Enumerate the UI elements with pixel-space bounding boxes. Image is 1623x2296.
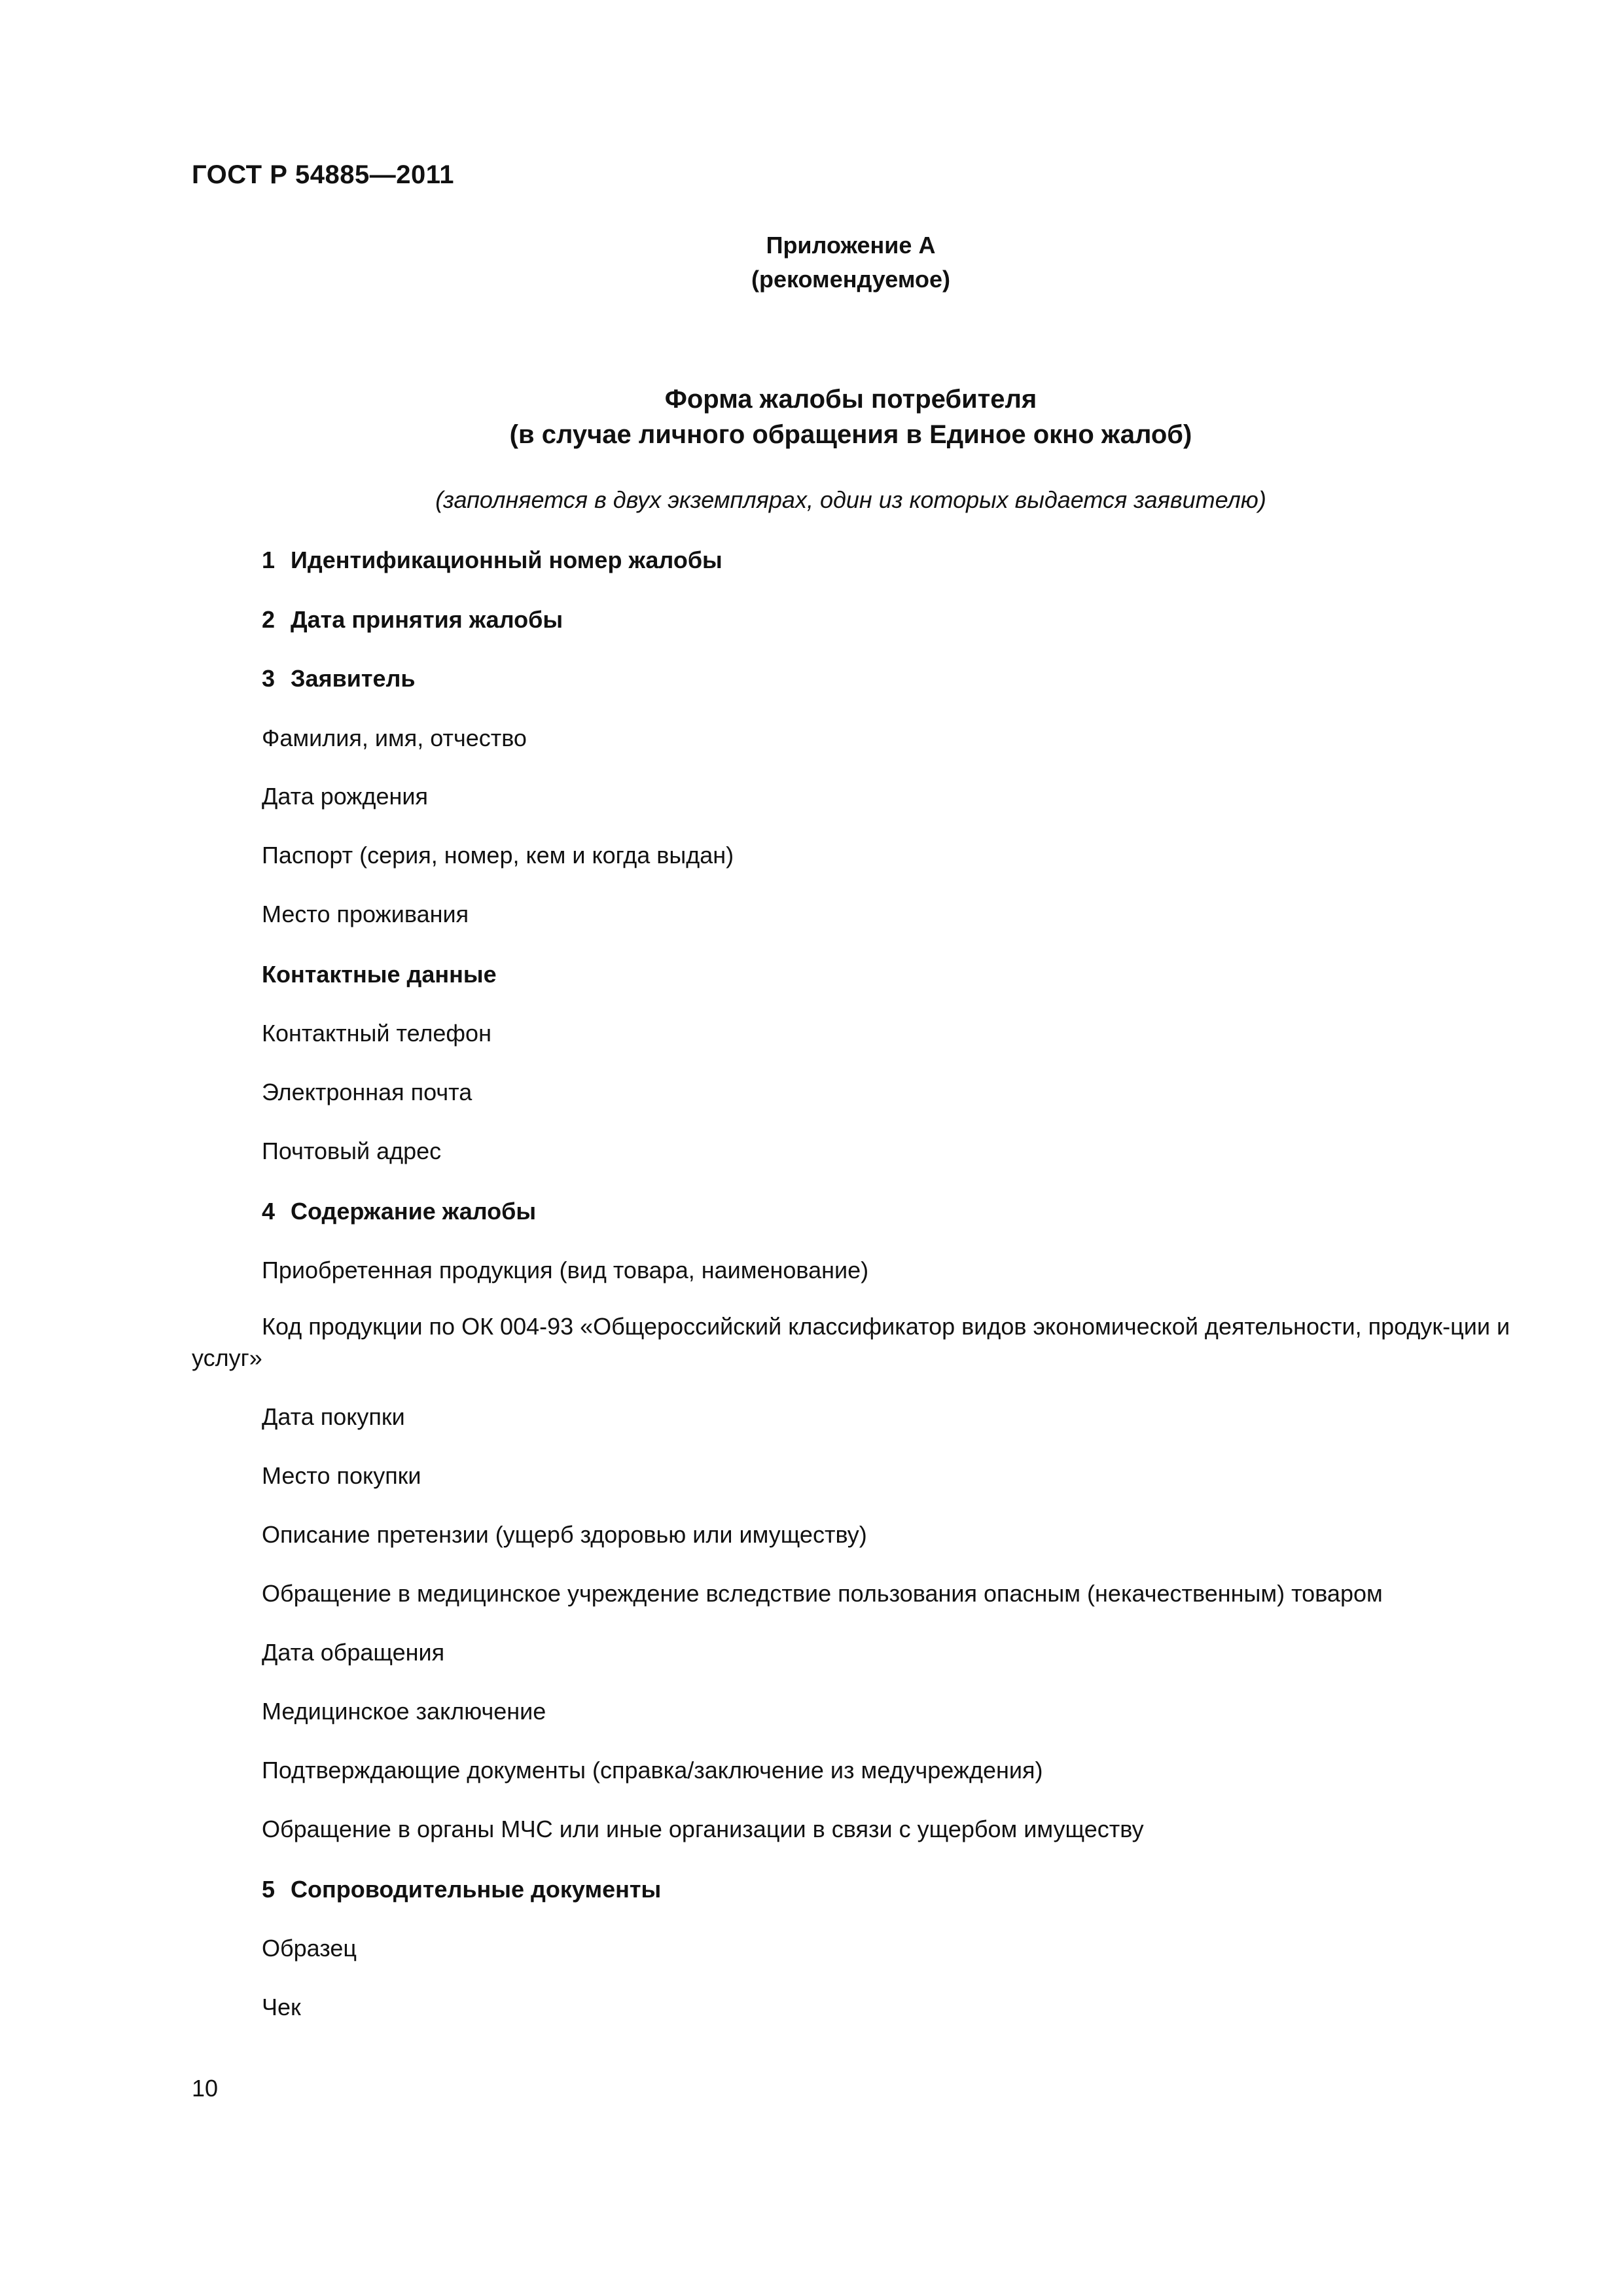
item-text: Дата принятия жалобы [291, 606, 563, 633]
form-title: Форма жалобы потребителя [664, 385, 1037, 414]
item-text: Сопроводительные документы [291, 1876, 662, 1903]
field-phone: Контактный телефон [262, 1020, 491, 1047]
form-item-4 [262, 1198, 536, 1225]
field-purchase-date: Дата покупки [262, 1403, 405, 1430]
item-number: 2 [262, 606, 276, 633]
item-text: Заявитель [291, 665, 416, 692]
field-claim-description: Описание претензии (ущерб здоровью или имуществу) [262, 1521, 867, 1548]
page-number: 10 [192, 2075, 219, 2102]
field-purchase-place: Место покупки [262, 1462, 421, 1489]
field-residence: Место проживания [262, 901, 469, 927]
form-subtitle: (в случае личного обращения в Единое окно жалоб) [509, 420, 1192, 449]
field-birth-date: Дата рождения [262, 783, 428, 810]
field-passport: Паспорт (серия, номер, кем и когда выдан) [262, 842, 734, 869]
field-postal-address: Почтовый адрес [262, 1138, 442, 1164]
item-text: Идентификационный номер жалобы [291, 547, 722, 573]
field-supporting-documents: Подтверждающие документы (справка/заключение из медучреждения) [262, 1757, 1043, 1784]
form-item-1 [262, 547, 722, 574]
item-text: Содержание жалобы [291, 1198, 537, 1225]
contact-data-heading: Контактные данные [262, 961, 497, 988]
item-number: 4 [262, 1198, 276, 1225]
appendix-title: Приложение А [766, 232, 936, 259]
field-product-code: Код продукции по ОК 004-93 «Общероссийский классификатор видов экономической деятельности, продук-ции и услуг» [192, 1313, 1510, 1371]
form-note: (заполняется в двух экземплярах, один из которых выдается заявителю) [435, 486, 1266, 513]
item-number: 1 [262, 547, 276, 573]
document-code: ГОСТ Р 54885—2011 [192, 160, 454, 189]
form-item-5 [262, 1876, 661, 1903]
form-item-3 [262, 665, 416, 692]
field-full-name: Фамилия, имя, отчество [262, 725, 527, 751]
field-sample: Образец [262, 1935, 357, 1962]
field-medical-appeal: Обращение в медицинское учреждение вследствие пользования опасным (некачественным) товаром [262, 1580, 1383, 1607]
field-receipt: Чек [262, 1994, 301, 2020]
field-emergency-appeal: Обращение в органы МЧС или иные организации в связи с ущербом имуществу [262, 1816, 1144, 1842]
field-medical-conclusion: Медицинское заключение [262, 1698, 546, 1725]
appendix-status: (рекомендуемое) [751, 266, 950, 293]
field-appeal-date: Дата обращения [262, 1639, 445, 1666]
item-number: 5 [262, 1876, 276, 1903]
field-email: Электронная почта [262, 1079, 473, 1105]
field-purchased-product: Приобретенная продукция (вид товара, наименование) [262, 1257, 869, 1283]
item-number: 3 [262, 665, 276, 692]
form-item-2 [262, 606, 563, 634]
